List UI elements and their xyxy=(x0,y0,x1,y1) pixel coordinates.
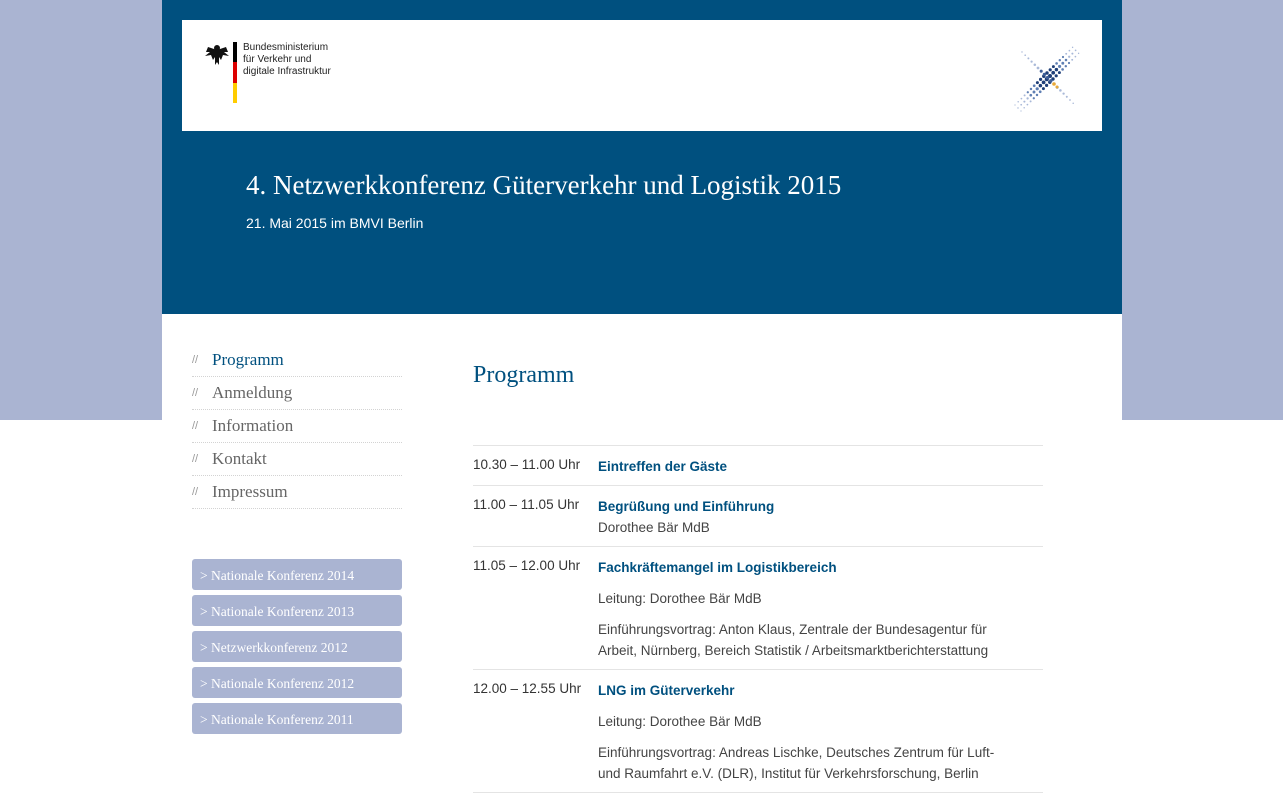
main-content xyxy=(473,362,1043,793)
nav-item-impressum[interactable] xyxy=(192,476,402,509)
agenda-vortrag-line: und Raumfahrt e.V. (DLR), Institut für Verkehrsforschung, Berlin xyxy=(598,766,979,781)
agenda-leitung: Leitung: Dorothee Bär MdB xyxy=(598,714,762,729)
logo-dot xyxy=(1059,59,1061,61)
federal-eagle-icon xyxy=(204,41,230,67)
ministry-line: Bundesministerium xyxy=(243,42,329,53)
logo-dot xyxy=(1052,82,1056,86)
logo-dot xyxy=(1055,62,1058,65)
conference-title: 4. Netzwerkkonferenz Güterverkehr und Logistik 2015 xyxy=(246,170,842,200)
logo-dot xyxy=(1030,100,1032,102)
nav-item-programm[interactable] xyxy=(192,344,402,377)
logo-dot xyxy=(1062,56,1064,58)
logo-dot xyxy=(1030,88,1032,90)
logo-dot xyxy=(1045,84,1048,87)
logo-dot xyxy=(1062,92,1064,94)
nav-bullet-icon: // xyxy=(192,453,199,465)
nav-label: Anmeldung xyxy=(212,383,293,402)
logo-dot xyxy=(1049,68,1052,71)
logo-dot xyxy=(1020,110,1021,111)
nav-label: Programm xyxy=(212,350,284,369)
nav-bullet-icon: // xyxy=(192,420,199,432)
german-flag-icon xyxy=(233,42,237,103)
logo-dot xyxy=(1068,56,1070,58)
logo-dot xyxy=(1065,53,1067,55)
logo-dot xyxy=(1055,74,1058,77)
logo-dot xyxy=(1051,71,1055,75)
logo-dot xyxy=(1036,94,1038,96)
logo-dot xyxy=(1033,97,1035,99)
ministry-line: digitale Infrastruktur xyxy=(243,66,331,77)
nav-label: Impressum xyxy=(212,482,288,501)
flag-stripe-black xyxy=(233,42,237,62)
logo-dot xyxy=(1058,71,1061,74)
logo-dot xyxy=(1021,98,1023,100)
logo-dot xyxy=(1039,84,1043,88)
logo-dot xyxy=(1072,47,1073,48)
archive-link-nationale-2013[interactable]: > Nationale Konferenz 2013 xyxy=(192,595,402,626)
logo-dot xyxy=(1023,107,1024,108)
logo-dot xyxy=(1039,90,1042,93)
logo-dot xyxy=(1024,54,1026,56)
logo-dot xyxy=(1052,65,1055,68)
logo-dot xyxy=(1071,53,1073,55)
agenda-time: 11.05 – 12.00 Uhr xyxy=(473,558,581,573)
logo-dot xyxy=(1061,62,1064,65)
agenda-leitung: Leitung: Dorothee Bär MdB xyxy=(598,591,762,606)
page-title: Programm xyxy=(473,362,575,388)
agenda-title: Eintreffen der Gäste xyxy=(598,459,728,474)
agenda-title: LNG im Güterverkehr xyxy=(598,683,735,698)
logo-bar xyxy=(182,20,1102,131)
nav-item-kontakt[interactable] xyxy=(192,443,402,476)
logo-dot xyxy=(1065,59,1068,62)
logo-dot xyxy=(1040,70,1043,73)
logo-dot xyxy=(1046,76,1050,80)
logo-dot xyxy=(1078,53,1079,54)
logo-dot xyxy=(1036,87,1039,90)
agenda-body xyxy=(598,557,1043,661)
archive-link-nationale-2014[interactable]: > Nationale Konferenz 2014 xyxy=(192,559,402,590)
logo-dot xyxy=(1049,79,1052,82)
main-navigation xyxy=(192,344,402,509)
nav-bullet-icon: // xyxy=(192,354,199,366)
logo-dot xyxy=(1039,78,1042,81)
logo-dot xyxy=(1021,51,1022,52)
logo-dot xyxy=(1033,84,1036,87)
logo-dot xyxy=(1069,99,1071,101)
agenda-vortrag-line: Einführungsvortrag: Andreas Lischke, Deutsches Zentrum für Luft- xyxy=(598,745,995,760)
agenda-vortrag-line: Arbeit, Nürnberg, Bereich Statistik / Arbeitsmarktberichterstattung xyxy=(598,643,989,658)
flag-stripe-red xyxy=(233,62,237,82)
agenda-row xyxy=(473,446,1043,486)
agenda-time: 10.30 – 11.00 Uhr xyxy=(473,457,581,472)
logo-dot xyxy=(1014,104,1015,105)
logo-dot xyxy=(1068,62,1070,64)
agenda-row xyxy=(473,486,1043,547)
logo-dot xyxy=(1071,59,1073,61)
nav-bullet-icon: // xyxy=(192,486,199,498)
logo-dot xyxy=(1033,91,1036,94)
agenda-time: 11.00 – 11.05 Uhr xyxy=(473,497,580,512)
logo-dot xyxy=(1023,101,1025,103)
logo-dot xyxy=(1036,81,1039,84)
agenda-row xyxy=(473,547,1043,670)
archive-link-nationale-2011[interactable]: > Nationale Konferenz 2011 xyxy=(192,703,402,734)
conference-subtitle: 21. Mai 2015 im BMVI Berlin xyxy=(246,215,424,231)
ministry-line: für Verkehr und xyxy=(243,54,312,65)
logo-dot xyxy=(1037,67,1040,70)
archive-links xyxy=(192,559,402,739)
nav-bullet-icon: // xyxy=(192,387,199,399)
logo-dot xyxy=(1017,101,1018,102)
logo-dot xyxy=(1055,68,1058,71)
logo-dot xyxy=(1026,97,1028,99)
logo-dot xyxy=(1065,65,1067,67)
agenda-vortrag-line: Einführungsvortrag: Anton Klaus, Zentrale der Bundesagentur für xyxy=(598,622,987,637)
nav-label: Kontakt xyxy=(212,449,267,468)
logo-dot xyxy=(1075,50,1077,52)
logo-dot xyxy=(1027,91,1029,93)
logo-dot xyxy=(1069,50,1071,52)
logo-dot xyxy=(1056,86,1059,89)
logo-dot xyxy=(1020,104,1022,106)
agenda-body xyxy=(598,680,1043,784)
agenda-title: Fachkräftemangel im Logistikbereich xyxy=(598,560,837,575)
logo-dot xyxy=(1075,56,1077,58)
agenda-speaker: Dorothee Bär MdB xyxy=(598,520,710,535)
agenda-body xyxy=(598,456,1043,477)
agenda-time: 12.00 – 12.55 Uhr xyxy=(473,681,582,696)
logo-dot xyxy=(1034,64,1037,67)
logo-dot xyxy=(1059,89,1062,92)
logo-dot xyxy=(1061,68,1064,71)
logo-dot xyxy=(1017,107,1018,108)
archive-link-nationale-2012[interactable]: > Nationale Konferenz 2012 xyxy=(192,667,402,698)
ministry-name xyxy=(243,42,331,78)
network-cross-logo xyxy=(1014,44,1082,112)
flag-stripe-gold xyxy=(233,83,237,103)
agenda-list xyxy=(473,445,1043,793)
agenda-title: Begrüßung und Einführung xyxy=(598,499,775,514)
logo-dot xyxy=(1030,60,1032,62)
logo-dot xyxy=(1058,65,1061,68)
logo-dot xyxy=(1027,57,1029,59)
logo-dot xyxy=(1024,94,1026,96)
nav-item-anmeldung[interactable] xyxy=(192,377,402,410)
agenda-body xyxy=(598,496,1043,538)
logo-dot xyxy=(1029,94,1032,97)
logo-dot xyxy=(1066,96,1068,98)
nav-label: Information xyxy=(212,416,294,435)
logo-dot xyxy=(1042,81,1046,85)
nav-item-information[interactable] xyxy=(192,410,402,443)
logo-dot xyxy=(1027,104,1029,106)
header xyxy=(162,0,1122,314)
agenda-row xyxy=(473,670,1043,793)
page xyxy=(162,0,1122,800)
logo-dot xyxy=(1042,87,1045,90)
logo-dot xyxy=(1072,102,1074,104)
archive-link-netzwerk-2012[interactable]: > Netzwerkkonferenz 2012 xyxy=(192,631,402,662)
logo-dot xyxy=(1043,73,1046,76)
